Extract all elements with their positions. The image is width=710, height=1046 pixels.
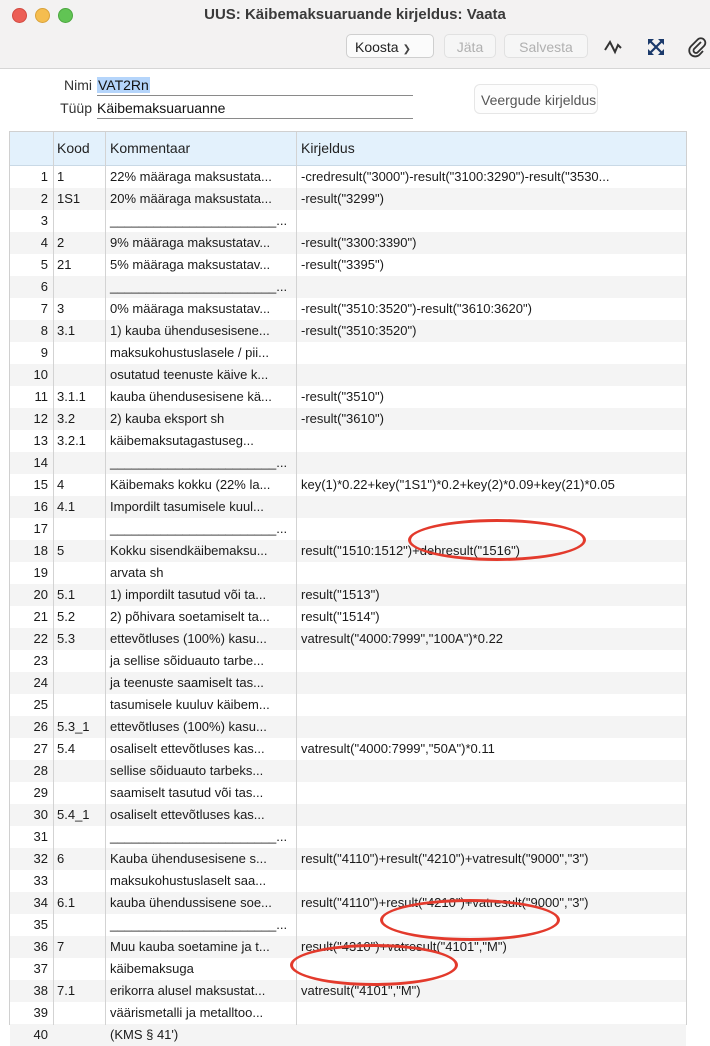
- kommentaar-cell: kauba ühendussisene soe...: [110, 895, 272, 910]
- table-row[interactable]: [10, 584, 686, 606]
- kirjeldus-cell: -result("3510:3520"): [301, 323, 417, 338]
- toolbar: [0, 34, 710, 62]
- paperclip-icon[interactable]: [686, 36, 708, 58]
- table-row[interactable]: [10, 936, 686, 958]
- kirjeldus-cell: [301, 804, 684, 826]
- table-row[interactable]: [10, 518, 686, 540]
- kommentaar-cell: osutatud teenuste käive k...: [110, 367, 269, 382]
- kommentaar-cell: 9% määraga maksustatav...: [110, 235, 271, 250]
- header-kirjeldus[interactable]: Kirjeldus: [301, 140, 355, 156]
- kood-cell: 6.1: [57, 895, 76, 910]
- kirjeldus-cell: result("4110")+result("4210")+vatresult("9000","3"): [301, 895, 589, 910]
- expand-icon[interactable]: [645, 36, 667, 58]
- table-row[interactable]: [10, 496, 686, 518]
- kirjeldus-cell: -credresult("3000")-result("3100:3290")-result("3530...: [301, 169, 610, 184]
- jata-button[interactable]: Jäta: [444, 34, 496, 58]
- row-number: 18: [33, 543, 48, 558]
- kood-cell: 3.1.1: [57, 389, 86, 404]
- row-number: 29: [33, 785, 48, 800]
- kood-cell: [57, 694, 103, 716]
- kood-cell: [57, 870, 103, 892]
- kommentaar-cell: 0% määraga maksustatav...: [110, 301, 271, 316]
- kood-cell: [57, 518, 103, 540]
- table-row[interactable]: [10, 694, 686, 716]
- kommentaar-cell: tasumisele kuuluv käibem...: [110, 697, 270, 712]
- row-number: 21: [33, 609, 48, 624]
- kommentaar-cell: 1) kauba ühendusesisene...: [110, 323, 270, 338]
- kommentaar-cell: erikorra alusel maksustat...: [110, 983, 266, 998]
- kirjeldus-cell: [301, 826, 684, 848]
- row-number: 24: [33, 675, 48, 690]
- kood-cell: 7.1: [57, 983, 76, 998]
- kirjeldus-cell: [301, 694, 684, 716]
- kood-cell: [57, 210, 103, 232]
- table-row[interactable]: [10, 540, 686, 562]
- koosta-dropdown-button[interactable]: [346, 34, 434, 58]
- kirjeldus-cell: [301, 518, 684, 540]
- table-row[interactable]: [10, 606, 686, 628]
- kirjeldus-cell: [301, 672, 684, 694]
- kommentaar-cell: käibemaksutagastuseg...: [110, 433, 254, 448]
- table-row[interactable]: [10, 276, 686, 298]
- table-row[interactable]: [10, 760, 686, 782]
- kirjeldus-cell: [301, 782, 684, 804]
- table-row[interactable]: [10, 430, 686, 452]
- kood-cell: [57, 1024, 103, 1046]
- kood-cell: 3: [57, 301, 65, 316]
- kirjeldus-cell: [301, 364, 684, 386]
- kirjeldus-cell: key(1)*0.22+key("1S1")*0.2+key(2)*0.09+key(21)*0.05: [301, 477, 615, 492]
- table-row[interactable]: [10, 254, 686, 276]
- kood-cell: 3.2.1: [57, 433, 86, 448]
- kirjeldus-cell: [301, 452, 684, 474]
- kommentaar-cell: 22% määraga maksustata...: [110, 169, 272, 184]
- table-row[interactable]: [10, 452, 686, 474]
- table-header: [10, 132, 686, 166]
- kirjeldus-cell: result("1510:1512")+debresult("1516"): [301, 543, 521, 558]
- kirjeldus-cell: [301, 1002, 684, 1024]
- kirjeldus-cell: [301, 496, 684, 518]
- kirjeldus-cell: -result("3395"): [301, 257, 384, 272]
- table-row[interactable]: [10, 232, 686, 254]
- kirjeldus-cell: [301, 562, 684, 584]
- kood-cell: 5.3: [57, 631, 76, 646]
- table-row[interactable]: [10, 650, 686, 672]
- kood-cell: [57, 672, 103, 694]
- table-row[interactable]: [10, 804, 686, 826]
- kommentaar-cell: osaliselt ettevõtluses kas...: [110, 807, 265, 822]
- table-row[interactable]: [10, 716, 686, 738]
- kood-cell: 21: [57, 257, 72, 272]
- kood-cell: [57, 760, 103, 782]
- kood-cell: [57, 364, 103, 386]
- header-kood[interactable]: Kood: [57, 140, 90, 156]
- kirjeldus-cell: vatresult("4000:7999","50A")*0.11: [301, 741, 495, 756]
- kommentaar-cell: käibemaksuga: [110, 961, 194, 976]
- row-number: 14: [33, 455, 48, 470]
- kirjeldus-cell: [301, 716, 684, 738]
- row-number: 2: [40, 191, 48, 206]
- row-number: 17: [33, 521, 48, 536]
- row-number: 33: [33, 873, 48, 888]
- kommentaar-cell: ja teenuste saamiselt tas...: [110, 675, 264, 690]
- table-row[interactable]: [10, 1002, 686, 1024]
- row-number: 9: [40, 345, 48, 360]
- kommentaar-cell: 1) impordilt tasutud või ta...: [110, 587, 267, 602]
- table-row[interactable]: [10, 342, 686, 364]
- kood-cell: 4.1: [57, 499, 76, 514]
- kommentaar-cell: (KMS § 41'): [110, 1027, 179, 1042]
- veergude-kirjeldus-button[interactable]: Veergude kirjeldus: [474, 84, 598, 114]
- row-number: 30: [33, 807, 48, 822]
- row-number: 22: [33, 631, 48, 646]
- header-kommentaar[interactable]: Kommentaar: [110, 140, 191, 156]
- row-number: 39: [33, 1005, 48, 1020]
- table-row[interactable]: [10, 474, 686, 496]
- table-row[interactable]: [10, 782, 686, 804]
- row-number: 15: [33, 477, 48, 492]
- row-number: 37: [33, 961, 48, 976]
- row-number: 13: [33, 433, 48, 448]
- kood-cell: [57, 342, 103, 364]
- table-row[interactable]: [10, 364, 686, 386]
- row-number: 8: [40, 323, 48, 338]
- kood-cell: 1S1: [57, 191, 81, 206]
- kommentaar-cell: maksukohustuslasele / pii...: [110, 345, 269, 360]
- table-row[interactable]: [10, 386, 686, 408]
- kood-cell: [57, 452, 103, 474]
- kood-cell: 6: [57, 851, 65, 866]
- kirjeldus-cell: result("4110")+result("4210")+vatresult("9000","3"): [301, 851, 589, 866]
- row-number: 36: [33, 939, 48, 954]
- tuup-label: Tüüp: [60, 100, 92, 116]
- nimi-label: Nimi: [64, 77, 92, 93]
- row-number: 3: [40, 213, 48, 228]
- tuup-field[interactable]: [97, 100, 413, 119]
- table-row[interactable]: [10, 826, 686, 848]
- kirjeldus-cell: [301, 430, 684, 452]
- kirjeldus-cell: -result("3510:3520")-result("3610:3620"): [301, 301, 532, 316]
- kirjeldus-cell: -result("3300:3390"): [301, 235, 417, 250]
- row-number: 26: [33, 719, 48, 734]
- kirjeldus-cell: [301, 650, 684, 672]
- kood-cell: 1: [57, 169, 65, 184]
- table-row[interactable]: [10, 672, 686, 694]
- row-number: 4: [40, 235, 48, 250]
- kood-cell: 5: [57, 543, 65, 558]
- kirjeldus-cell: -result("3510"): [301, 389, 384, 404]
- graph-icon[interactable]: [602, 36, 624, 58]
- row-number: 10: [33, 367, 48, 382]
- kommentaar-cell: Kokku sisendkäibemaksu...: [110, 543, 268, 558]
- row-number: 34: [33, 895, 48, 910]
- table-row[interactable]: [10, 188, 686, 210]
- row-number: 5: [40, 257, 48, 272]
- nimi-field[interactable]: [97, 77, 413, 96]
- kommentaar-cell: saamiselt tasutud või tas...: [110, 785, 264, 800]
- report-table: [9, 131, 687, 1042]
- kommentaar-cell: _______________________...: [110, 279, 288, 294]
- row-number: 25: [33, 697, 48, 712]
- kood-cell: 3.1: [57, 323, 76, 338]
- kood-cell: 7: [57, 939, 65, 954]
- chevron-down-icon: ❯: [402, 44, 411, 55]
- kirjeldus-cell: -result("3610"): [301, 411, 384, 426]
- kood-cell: [57, 782, 103, 804]
- salvesta-button[interactable]: Salvesta: [504, 34, 588, 58]
- kirjeldus-cell: [301, 342, 684, 364]
- kood-cell: [57, 826, 103, 848]
- table-row[interactable]: [10, 980, 686, 1002]
- kommentaar-cell: _______________________...: [110, 455, 288, 470]
- kood-cell: [57, 1002, 103, 1024]
- kood-cell: [57, 562, 103, 584]
- kommentaar-cell: _______________________...: [110, 521, 288, 536]
- table-row[interactable]: [10, 628, 686, 650]
- table-row[interactable]: [10, 408, 686, 430]
- row-number: 20: [33, 587, 48, 602]
- row-number: 23: [33, 653, 48, 668]
- kirjeldus-cell: [301, 210, 684, 232]
- kirjeldus-cell: [301, 914, 684, 936]
- kommentaar-cell: väärismetalli ja metalltoo...: [110, 1005, 264, 1020]
- kood-cell: 5.4: [57, 741, 76, 756]
- kommentaar-cell: sellise sõiduauto tarbeks...: [110, 763, 264, 778]
- kommentaar-cell: kauba ühendusesisene kä...: [110, 389, 272, 404]
- title-bar: [0, 0, 710, 69]
- kommentaar-cell: _______________________...: [110, 829, 288, 844]
- row-number: 1: [40, 169, 48, 184]
- kommentaar-cell: osaliselt ettevõtluses kas...: [110, 741, 265, 756]
- window-title: UUS: Käibemaksuaruande kirjeldus: Vaata: [204, 6, 506, 23]
- table-row[interactable]: [10, 210, 686, 232]
- kirjeldus-cell: result("4310")+vatresult("4101","M"): [301, 939, 507, 954]
- table-row[interactable]: [10, 298, 686, 320]
- kommentaar-cell: ettevõtluses (100%) kasu...: [110, 719, 267, 734]
- kommentaar-cell: Käibemaks kokku (22% la...: [110, 477, 271, 492]
- kommentaar-cell: arvata sh: [110, 565, 164, 580]
- row-number: 35: [33, 917, 48, 932]
- kirjeldus-cell: result("1513"): [301, 587, 380, 602]
- table-row[interactable]: [10, 320, 686, 342]
- kirjeldus-cell: vatresult("4101","M"): [301, 983, 421, 998]
- table-row[interactable]: [10, 870, 686, 892]
- kood-cell: 5.2: [57, 609, 76, 624]
- kommentaar-cell: 5% määraga maksustatav...: [110, 257, 271, 272]
- kommentaar-cell: Impordilt tasumisele kuul...: [110, 499, 264, 514]
- kood-cell: [57, 650, 103, 672]
- koosta-label: Koosta: [355, 39, 399, 55]
- table-row[interactable]: [10, 166, 686, 188]
- table-row[interactable]: [10, 892, 686, 914]
- table-row[interactable]: [10, 562, 686, 584]
- row-number: 11: [34, 389, 48, 404]
- kood-cell: 5.3_1: [57, 719, 90, 734]
- row-number: 6: [40, 279, 48, 294]
- kommentaar-cell: _______________________...: [110, 917, 288, 932]
- kirjeldus-cell: result("1514"): [301, 609, 380, 624]
- row-number: 16: [33, 499, 48, 514]
- kommentaar-cell: ja sellise sõiduauto tarbe...: [110, 653, 264, 668]
- kommentaar-cell: 20% määraga maksustata...: [110, 191, 272, 206]
- table-row[interactable]: [10, 914, 686, 936]
- row-number: 7: [40, 301, 48, 316]
- kood-cell: 2: [57, 235, 65, 250]
- table-row[interactable]: [10, 958, 686, 980]
- row-number: 28: [33, 763, 48, 778]
- row-number: 38: [33, 983, 48, 998]
- kood-cell: [57, 958, 103, 980]
- tuup-value: Käibemaksuaruanne: [97, 100, 226, 116]
- table-row[interactable]: [10, 738, 686, 760]
- kirjeldus-cell: [301, 760, 684, 782]
- kirjeldus-cell: [301, 870, 684, 892]
- kood-cell: 3.2: [57, 411, 76, 426]
- kommentaar-cell: 2) kauba eksport sh: [110, 411, 225, 426]
- row-number: 27: [33, 741, 48, 756]
- kommentaar-cell: Kauba ühendusesisene s...: [110, 851, 267, 866]
- kirjeldus-cell: [301, 958, 684, 980]
- kirjeldus-cell: [301, 276, 684, 298]
- kood-cell: 4: [57, 477, 65, 492]
- kirjeldus-cell: [301, 1024, 684, 1046]
- table-row[interactable]: [10, 848, 686, 870]
- nimi-value: VAT2Rn: [98, 77, 149, 93]
- kood-cell: 5.1: [57, 587, 76, 602]
- kommentaar-cell: ettevõtluses (100%) kasu...: [110, 631, 267, 646]
- kood-cell: [57, 914, 103, 936]
- row-number: 32: [33, 851, 48, 866]
- kood-cell: 5.4_1: [57, 807, 90, 822]
- kirjeldus-cell: -result("3299"): [301, 191, 384, 206]
- row-number: 12: [33, 411, 48, 426]
- kommentaar-cell: _______________________...: [110, 213, 288, 228]
- row-number: 40: [33, 1027, 48, 1042]
- kommentaar-cell: 2) põhivara soetamiselt ta...: [110, 609, 270, 624]
- kommentaar-cell: maksukohustuslaselt saa...: [110, 873, 267, 888]
- kirjeldus-cell: vatresult("4000:7999","100A")*0.22: [301, 631, 504, 646]
- row-number: 31: [33, 829, 48, 844]
- kood-cell: [57, 276, 103, 298]
- table-row[interactable]: [10, 1024, 686, 1046]
- kommentaar-cell: Muu kauba soetamine ja t...: [110, 939, 270, 954]
- row-number: 19: [33, 565, 48, 580]
